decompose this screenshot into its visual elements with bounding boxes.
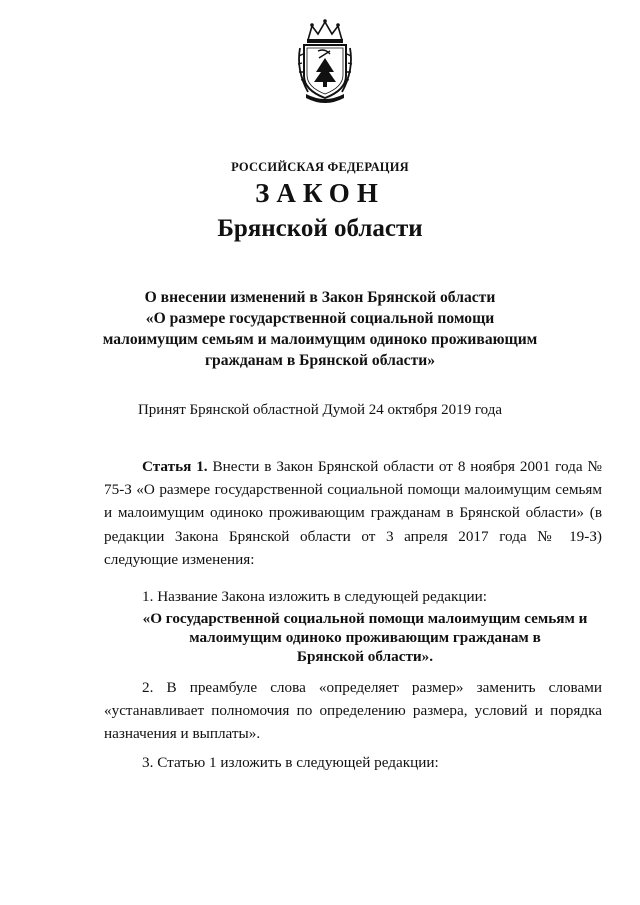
new-title-line: малоимущим одиноко проживающим гражданам в bbox=[189, 629, 541, 646]
law-subject-line: О внесении изменений в Закон Брянской области bbox=[144, 289, 496, 306]
new-title-line: Брянской области». bbox=[296, 648, 434, 665]
amendment-item-3-text: 3. Статью 1 изложить в следующей редакции: bbox=[142, 754, 439, 771]
amendment-item-1 bbox=[104, 585, 602, 608]
law-subject-line: малоимущим семьям и малоимущим одиноко проживающим bbox=[102, 331, 538, 348]
article-1-paragraph bbox=[104, 455, 602, 571]
article-1-label: Статья 1. bbox=[142, 458, 208, 475]
region-name: Брянской области bbox=[217, 215, 423, 242]
bryansk-coat-of-arms-icon bbox=[294, 18, 356, 104]
law-subject-line: гражданам в Брянской области» bbox=[204, 352, 436, 369]
law-subject bbox=[60, 287, 580, 371]
article-1-text: Внести в Закон Брянской области от 8 ноября 2001 года № 75-З «О размере государственной социальной помощи малоимущим семьям и малоимущим одиноко проживающим гражданам в Брянской области» (в редакции Закона Брянской области от 3 апреля 2017 года № 19-З) следующие изменения: bbox=[104, 458, 603, 568]
country-name: РОССИЙСКАЯ ФЕДЕРАЦИЯ bbox=[231, 160, 409, 174]
amendment-item-2 bbox=[104, 676, 602, 746]
law-subject-line: «О размере государственной социальной помощи bbox=[145, 310, 495, 327]
amendment-item-1-text: 1. Название Закона изложить в следующей редакции: bbox=[142, 588, 487, 605]
adoption-statement: Принят Брянской областной Думой 24 октября 2019 года bbox=[137, 402, 503, 418]
amendment-item-2-text: 2. В преамбуле слова «определяет размер» заменить словами «устанавливает полномочия по определению размера, условий и порядка назначения и выплаты». bbox=[104, 679, 602, 743]
amendment-item-3 bbox=[104, 751, 602, 774]
document-type: ЗАКОН bbox=[255, 178, 385, 208]
new-title-line: «О государственной социальной помощи малоимущим семьям и bbox=[142, 610, 588, 627]
new-title-quote bbox=[120, 609, 610, 666]
